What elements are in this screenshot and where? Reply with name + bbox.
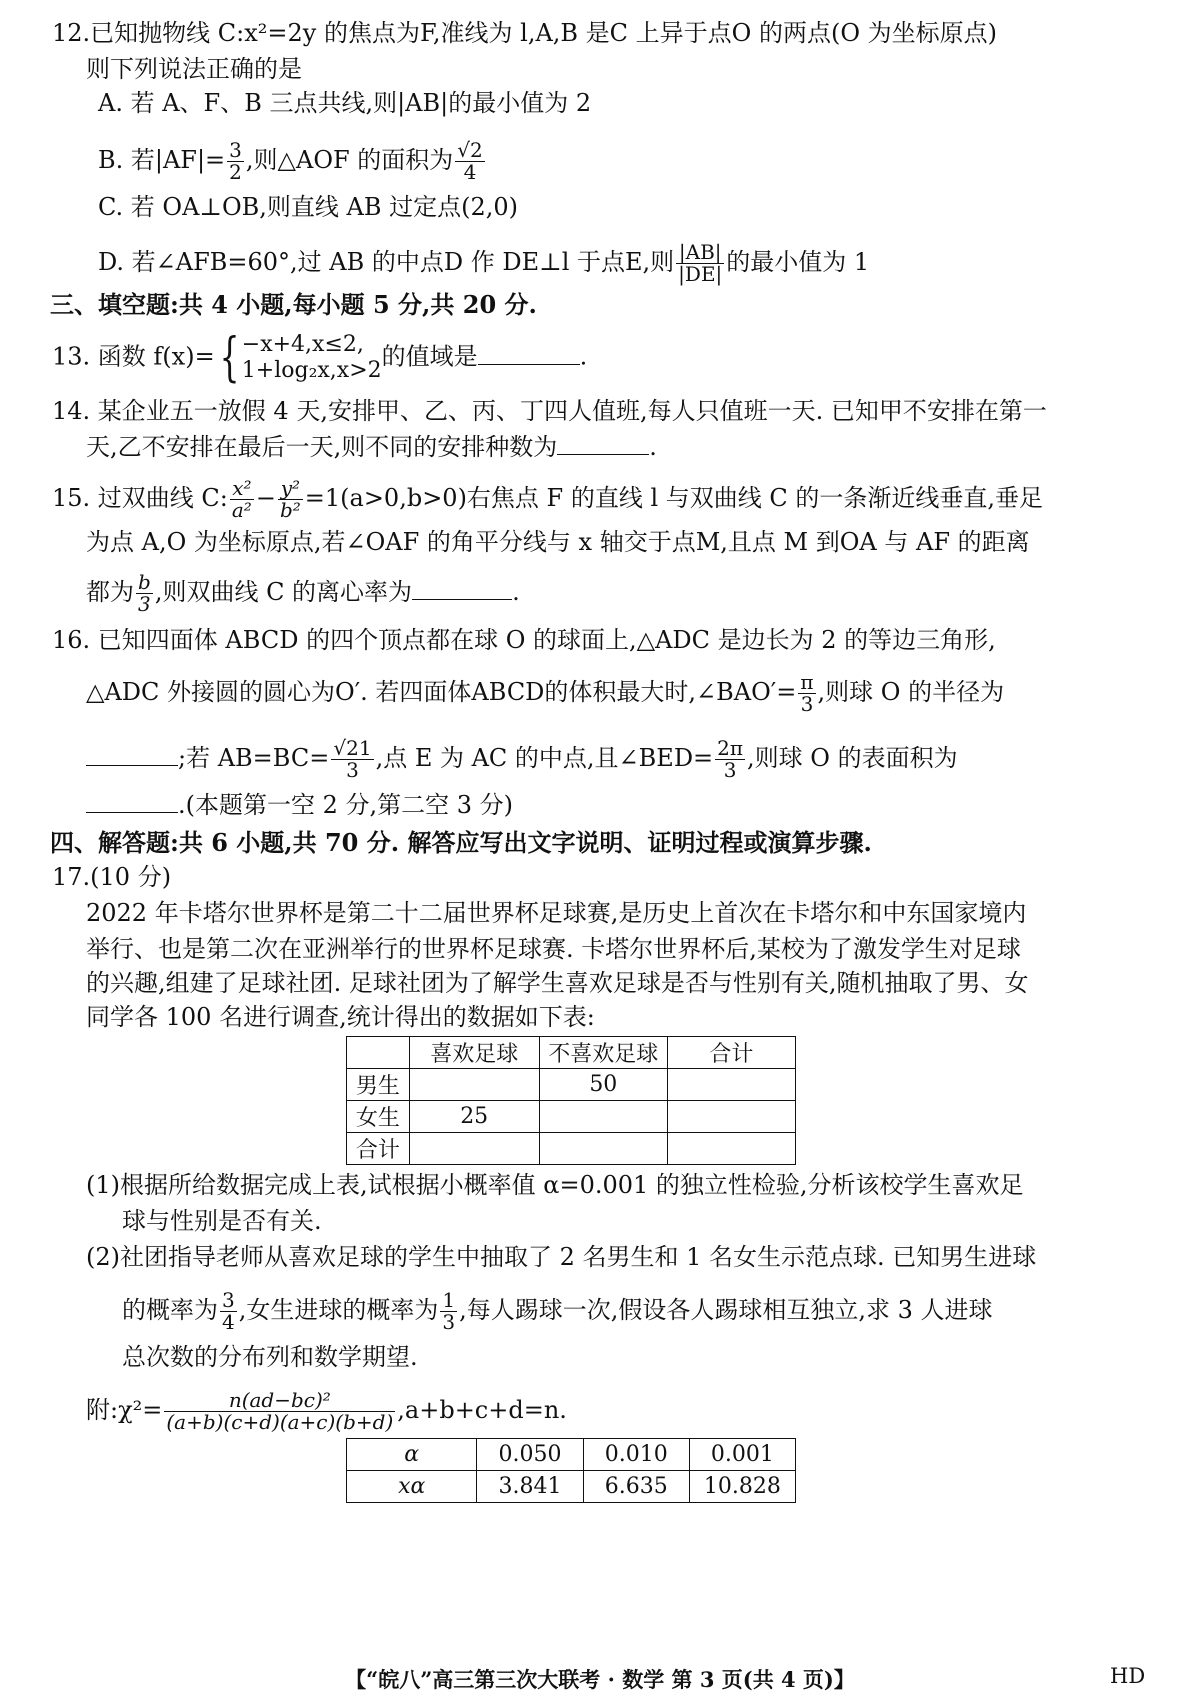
q17-sub2-line1: (2)社团指导老师从喜欢足球的学生中抽取了 2 名男生和 1 名女生示范点球. 已知男生进球 bbox=[86, 1243, 1037, 1271]
table-cell bbox=[409, 1133, 539, 1165]
table-header-cell: 喜欢足球 bbox=[409, 1037, 539, 1069]
q12-b-answer-fraction: $\frac{√2}{4}$ bbox=[457, 138, 483, 184]
table-row-label: 女生 bbox=[347, 1101, 410, 1133]
table-cell bbox=[409, 1069, 539, 1101]
table-cell: 10.828 bbox=[689, 1471, 795, 1503]
q15-line3: 都为 $\frac{b}{3}$ ,则双曲线 C 的离心率为 . bbox=[86, 570, 520, 616]
q15-line1: 15. 过双曲线 C: $\frac{\text{x²}}{\text{a²}}$ − $\frac{\text{y²}}{\text{b²}}$ =1(a>0,b>0)右焦点 F 的直线 l 与双曲线 C 的一条渐近线垂直,垂足 bbox=[52, 476, 1044, 522]
q14-line1: 14. 某企业五一放假 4 天,安排甲、乙、丙、丁四人值班,每人只值班一天. 已知甲不安排在第一 bbox=[52, 397, 1047, 425]
table-cell: 0.050 bbox=[477, 1439, 583, 1471]
q12-option-a: A. 若 A、F、B 三点共线,则|AB|的最小值为 2 bbox=[98, 89, 592, 117]
q12-option-d: D. 若∠AFB=60°,过 AB 的中点D 作 DE⊥l 于点E,则 $\frac{|AB|}{|DE|}$ 的最小值为 1 bbox=[98, 240, 870, 286]
q12-number: 12. bbox=[52, 19, 91, 47]
q16-line2: △ADC 外接圆的圆心为O′. 若四面体ABCD的体积最大时,∠BAO′= $\frac{\pi}{3}$ ,则球 O 的半径为 bbox=[86, 670, 1005, 716]
q17-sub2-line3: 总次数的分布列和数学期望. bbox=[122, 1343, 418, 1371]
table-cell: 25 bbox=[409, 1101, 539, 1133]
q17-sub1-line1: (1)根据所给数据完成上表,试根据小概率值 α=0.001 的独立性检验,分析该校学生喜欢足 bbox=[86, 1171, 1024, 1199]
table-cell: 0.001 bbox=[689, 1439, 795, 1471]
footer-code: HD bbox=[1110, 1664, 1146, 1688]
table-cell bbox=[539, 1101, 667, 1133]
table-header-cell: 不喜欢足球 bbox=[539, 1037, 667, 1069]
q16-line4: .(本题第一空 2 分,第二空 3 分) bbox=[86, 790, 513, 820]
section3-heading: 三、填空题:共 4 小题,每小题 5 分,共 20 分. bbox=[50, 290, 537, 319]
table-cell: 50 bbox=[539, 1069, 667, 1101]
table-cell: 0.010 bbox=[583, 1439, 689, 1471]
table-row bbox=[347, 1101, 796, 1133]
table-cell bbox=[667, 1133, 795, 1165]
q17-sub2-line2: 的概率为 $\frac{3}{4}$ ,女生进球的概率为 $\frac{1}{3}$ ,每人踢球一次,假设各人踢球相互独立,求 3 人进球 bbox=[122, 1288, 993, 1334]
q17-paragraph-line4: 同学各 100 名进行调查,统计得出的数据如下表: bbox=[86, 1003, 595, 1031]
table-row-label: α bbox=[347, 1439, 477, 1471]
q15-answer-blank[interactable] bbox=[412, 577, 512, 600]
page-footer: 【“皖八”高三第三次大联考 · 数学 第 3 页(共 4 页)】 bbox=[345, 1667, 855, 1692]
section4-heading: 四、解答题:共 6 小题,共 70 分. 解答应写出文字说明、证明过程或演算步骤. bbox=[50, 828, 872, 857]
q14-answer-blank[interactable] bbox=[557, 432, 649, 455]
q12-d-fraction: $\frac{|AB|}{|DE|}$ bbox=[678, 240, 723, 286]
q16-answer-blank-1[interactable] bbox=[86, 743, 178, 766]
q17-sub1-line2: 球与性别是否有关. bbox=[122, 1207, 322, 1235]
q12-stem-line1: 12.已知抛物线 C:x²=2y 的焦点为F,准线为 l,A,B 是C 上异于点O 的两点(O 为坐标原点) bbox=[52, 19, 998, 47]
q13-brace: { bbox=[219, 328, 240, 388]
q12-option-c: C. 若 OA⊥OB,则直线 AB 过定点(2,0) bbox=[98, 193, 519, 221]
q16-line3: ;若 AB=BC= $\frac{√21}{3}$ ,点 E 为 AC 的中点,且∠BED= $\frac{2\pi}{3}$ ,则球 O 的表面积为 bbox=[86, 738, 958, 781]
table-header-cell: 合计 bbox=[667, 1037, 795, 1069]
table-row bbox=[347, 1133, 796, 1165]
q12-b-fraction: $\frac{3}{2}$ bbox=[229, 138, 242, 184]
chi-square-formula: 附:χ²= $\frac{\text{n(ad−bc)²}}{(a+b)(c+d)(a+c)(b+d)}$ ,a+b+c+d=n. bbox=[86, 1388, 567, 1434]
q15-line2: 为点 A,O 为坐标原点,若∠OAF 的角平分线与 x 轴交于点M,且点 M 到OA 与 AF 的距离 bbox=[86, 528, 1030, 556]
q13-cases: −x+4,x≤2, 1+log₂x,x>2 bbox=[241, 332, 382, 383]
q16-line1: 16. 已知四面体 ABCD 的四个顶点都在球 O 的球面上,△ADC 是边长为 2 的等边三角形, bbox=[52, 626, 996, 654]
table-cell bbox=[667, 1101, 795, 1133]
table-cell bbox=[667, 1069, 795, 1101]
chi-square-fraction: $\frac{\text{n(ad−bc)²}}{(a+b)(c+d)(a+c)(b+d)}$ bbox=[166, 1388, 394, 1434]
q16-answer-blank-2[interactable] bbox=[86, 790, 178, 813]
critical-value-table bbox=[346, 1438, 796, 1503]
table-row bbox=[347, 1439, 796, 1471]
q17-paragraph-line2: 举行、也是第二次在亚洲举行的世界杯足球赛. 卡塔尔世界杯后,某校为了激发学生对足球 bbox=[86, 935, 1021, 963]
table-row-label: 男生 bbox=[347, 1069, 410, 1101]
q14-line2: 天,乙不安排在最后一天,则不同的安排种数为 . bbox=[86, 433, 657, 461]
table-row-label: 合计 bbox=[347, 1133, 410, 1165]
q17-header: 17.(10 分) bbox=[52, 863, 172, 891]
q13-line: 13. 函数 f(x)={ −x+4,x≤2, 1+log₂x,x>2 的值域是 . bbox=[52, 328, 588, 388]
q12-option-b: B. 若|AF|= $\frac{3}{2}$ ,则△AOF 的面积为 $\frac{√2}{4}$ bbox=[98, 138, 483, 184]
q17-paragraph-line3: 的兴趣,组建了足球社团. 足球社团为了解学生喜欢足球是否与性别有关,随机抽取了男、女 bbox=[86, 969, 1029, 997]
table-row bbox=[347, 1069, 796, 1101]
table-cell: 3.841 bbox=[477, 1471, 583, 1503]
q17-paragraph-line1: 2022 年卡塔尔世界杯是第二十二届世界杯足球赛,是历史上首次在卡塔尔和中东国家境内 bbox=[86, 899, 1027, 927]
table-cell bbox=[539, 1133, 667, 1165]
q12-stem-line2: 则下列说法正确的是 bbox=[86, 55, 302, 83]
q13-answer-blank[interactable] bbox=[478, 342, 580, 365]
table-header-row bbox=[347, 1037, 796, 1069]
table-cell: 6.635 bbox=[583, 1471, 689, 1503]
contingency-table bbox=[346, 1036, 796, 1165]
table-row-label: xα bbox=[347, 1471, 477, 1503]
table-row bbox=[347, 1471, 796, 1503]
